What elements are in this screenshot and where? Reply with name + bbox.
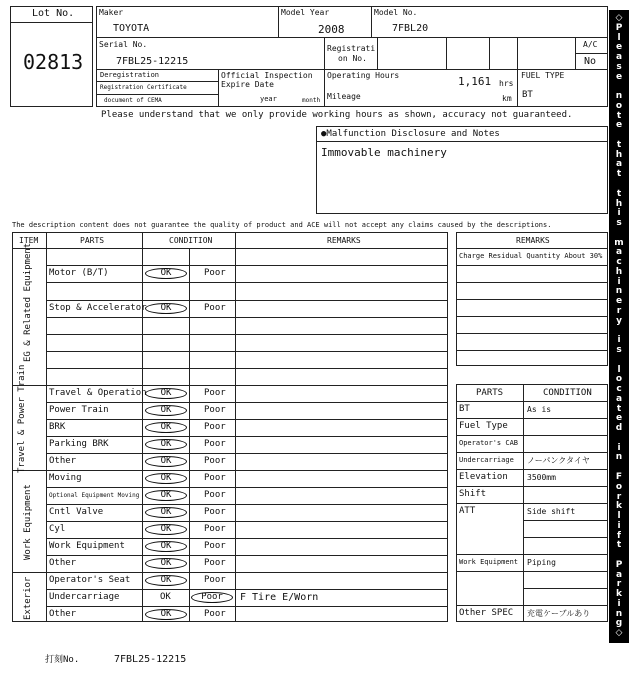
right-part-condition: Side shift — [527, 507, 576, 516]
group-label: EG & Related Equipment — [23, 242, 33, 362]
col-item: ITEM — [19, 236, 39, 245]
lot-label: Lot No. — [32, 8, 75, 19]
right-part-condition: 充電ケーブルあり — [527, 609, 591, 618]
poor-option: Poor — [204, 609, 226, 619]
malfunction-title: ●Malfunction Disclosure and Notes — [321, 129, 500, 139]
model-no-value: 7FBL20 — [392, 23, 429, 34]
km-unit: km — [502, 94, 512, 103]
ok-option: OK — [145, 456, 187, 467]
model-year-value: 2008 — [318, 23, 345, 36]
part-label: Motor (B/T) — [49, 267, 109, 278]
part-label: Moving — [49, 472, 82, 483]
right-part-label: Work Equipment — [459, 558, 519, 566]
fuel-type-label: FUEL TYPE — [521, 71, 565, 80]
maker-label: Maker — [99, 8, 124, 17]
registration-label-2: on No. — [338, 54, 367, 63]
ok-option: OK — [145, 422, 187, 433]
poor-option: Poor — [204, 524, 226, 534]
right-col-condition: CONDITION — [543, 388, 592, 398]
ok-option: OK — [145, 303, 187, 314]
disclaimer: The description content does not guarantee the quality of product and ACE will not accept any claims caused by the descriptions. — [12, 221, 552, 229]
lot-number: 02813 — [23, 50, 84, 74]
poor-option: Poor — [204, 558, 226, 568]
group-label: Travel & Power Train — [17, 364, 27, 473]
ok-option: OK — [145, 388, 187, 399]
hours-notice: Please understand that we only provide working hours as shown, accuracy not guaranteed. — [101, 110, 573, 120]
poor-option: Poor — [204, 541, 226, 551]
part-label: Other — [49, 608, 77, 619]
operating-hours-value: 1,161 — [458, 75, 492, 88]
malfunction-text: Immovable machinery — [321, 146, 447, 159]
poor-option: Poor — [204, 490, 226, 500]
right-part-condition: Piping — [527, 558, 556, 567]
part-label: Parking BRK — [49, 438, 109, 449]
col-parts: PARTS — [80, 236, 105, 245]
poor-option: Poor — [204, 422, 226, 432]
fuel-type-value: BT — [522, 90, 533, 100]
right-part-label: Elevation — [459, 472, 508, 482]
mileage-label: Mileage — [327, 92, 361, 101]
right-remarks-line: Charge Residual Quantity About 30% — [459, 252, 603, 260]
remark-text: F Tire E/Worn — [240, 591, 319, 603]
poor-option: Poor — [204, 405, 226, 415]
registration-label: Registrati — [327, 44, 376, 53]
ok-option: OK — [145, 575, 187, 586]
ok-option: OK — [145, 558, 187, 569]
part-label: Cntl Valve — [49, 506, 104, 517]
part-label: Other — [49, 557, 77, 568]
col-condition: CONDITION — [169, 236, 213, 245]
ok-option: OK — [145, 490, 187, 501]
poor-option: Poor — [191, 592, 233, 603]
serial-value: 7FBL25-12215 — [116, 56, 189, 67]
poor-option: Poor — [204, 388, 226, 398]
right-part-label: Undercarriage — [459, 456, 514, 464]
ok-option: OK — [145, 473, 187, 484]
right-part-condition: 3500mm — [527, 473, 556, 482]
month-label: month — [302, 97, 321, 104]
inspection-table — [12, 232, 448, 622]
ok-option: OK — [145, 405, 187, 416]
part-label: Optional Equipment Moving — [49, 491, 140, 499]
right-col-parts: PARTS — [476, 388, 504, 398]
deregistration-label: Deregistration — [100, 71, 160, 79]
operating-hours-label: Operating Hours — [327, 71, 400, 80]
right-part-label: ATT — [459, 506, 476, 516]
right-part-label: Other SPEC — [459, 608, 514, 618]
part-label: Work Equipment — [49, 540, 125, 551]
ok-option: OK — [145, 507, 187, 518]
poor-option: Poor — [204, 439, 226, 449]
malfunction-box — [316, 126, 608, 214]
ok-option: OK — [145, 541, 187, 552]
ac-label: A/C — [583, 40, 598, 49]
poor-option: Poor — [204, 473, 226, 483]
part-label: Travel & Operation — [49, 387, 147, 398]
year-label: year — [260, 95, 277, 103]
cema-label: document of CEMA — [104, 97, 162, 104]
part-label: Stop & Accelerator — [49, 302, 147, 313]
right-part-label: Operator's CAB — [459, 439, 519, 447]
part-label: Undercarriage — [49, 591, 120, 602]
part-label: Power Train — [49, 404, 109, 415]
ok-option: OK — [145, 268, 187, 279]
location-notice-text: ◇ P l e a s e n o t e t h a t t h i s m a c h i n e r y i s l o c a t e d i n F o r k l i f t P a r k i n g ◇ — [614, 13, 624, 639]
hrs-unit: hrs — [499, 79, 514, 88]
poor-option: Poor — [204, 303, 226, 313]
part-label: BRK — [49, 421, 66, 432]
inspection-label-2: Expire Date — [221, 80, 274, 89]
poor-option: Poor — [204, 456, 226, 466]
right-part-label: Fuel Type — [459, 421, 508, 431]
right-part-label: BT — [459, 404, 470, 414]
registration-certificate-label: Registration Certificate — [100, 84, 187, 91]
part-label: Cyl — [49, 523, 66, 534]
location-notice-sidebar — [609, 10, 629, 643]
footer-value: 7FBL25-12215 — [114, 654, 187, 665]
right-part-condition: As is — [527, 405, 552, 414]
poor-option: Poor — [204, 268, 226, 278]
model-year-label: Model Year — [281, 8, 330, 17]
right-part-condition: ノーパンクタイヤ — [527, 456, 590, 465]
inspection-label: Official Inspection — [221, 71, 313, 80]
group-label: Work Equipment — [23, 484, 33, 560]
maker-value: TOYOTA — [113, 23, 150, 34]
ok-option: OK — [145, 609, 187, 620]
poor-option: Poor — [204, 507, 226, 517]
ok-option: OK — [160, 592, 171, 602]
serial-label: Serial No. — [99, 40, 148, 49]
footer-label: 打刻No. — [45, 655, 80, 665]
model-no-label: Model No. — [374, 8, 418, 17]
col-remarks: REMARKS — [327, 236, 361, 245]
ac-value: No — [584, 56, 597, 67]
group-label: Exterior — [23, 576, 33, 620]
poor-option: Poor — [204, 575, 226, 585]
part-label: Other — [49, 455, 77, 466]
right-part-label: Shift — [459, 489, 487, 499]
ok-option: OK — [145, 524, 187, 535]
ok-option: OK — [145, 439, 187, 450]
right-remarks-title: REMARKS — [516, 236, 550, 245]
part-label: Operator's Seat — [49, 574, 131, 585]
